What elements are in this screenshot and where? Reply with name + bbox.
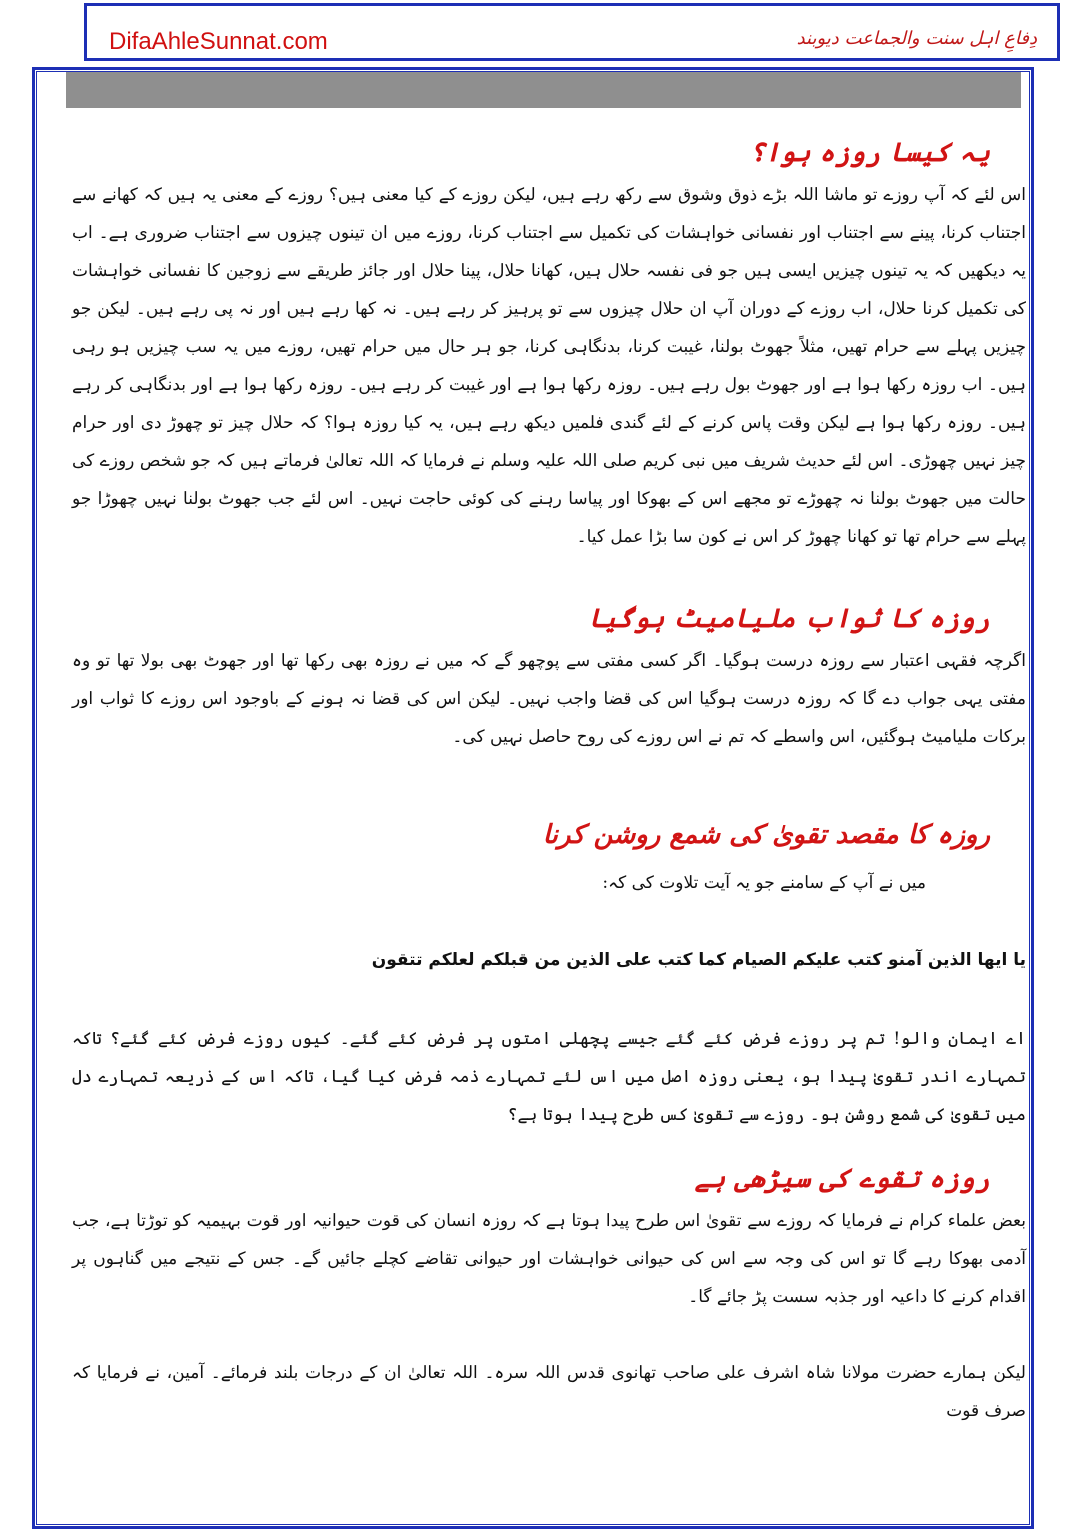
paragraph: اگرچہ فقہی اعتبار سے روزہ درست ہوگیا۔ اگر کسی مفتی سے پوچھو گے کہ میں نے روزہ بھی رکھا تھا اور جھوٹ بھی بولا تھا تو وہ مفتی یہی جواب دے گا کہ روزہ درست ہوگیا اس کی قضا واجب نہیں۔ لیکن اس کی قضا نہ ہونے کے باوجود اس روزے کا ثواب اور برکات ملیامیٹ ہوگئیں، اس واسطے کہ تم نے اس روزے کی روح حاصل نہیں کی۔ — [72, 651, 1026, 747]
section-heading: روزہ تقوے کی سیڑھی ہے — [694, 1164, 990, 1194]
paragraph: اے ایمان والو! تم پر روزے فرض کئے گئے جیسے پچھلی امتوں پر فرض کئے گئے۔ کیوں روزے فرض کئے گئے؟ تاکہ تمہارے اندر تقویٰ پیدا ہو، یعنی روزہ اصل میں اس لئے تمہارے ذمہ فرض کیا گیا، تاکہ اس کے ذریعہ تمہارے دل میں تقویٰ کی شمع روشن ہو۔ روزے سے تقویٰ کس طرح پیدا ہوتا ہے؟ — [72, 1029, 1026, 1125]
section-heading: روزہ کا ثواب ملیامیٹ ہوگیا — [588, 604, 990, 634]
paragraph: لیکن ہمارے حضرت مولانا شاہ اشرف علی صاحب تھانوی قدس اللہ سرہ۔ اللہ تعالیٰ ان کے درجات بلند فرمائے۔ آمین، نے فرمایا کہ صرف قوت — [72, 1363, 1026, 1421]
quran-verse: یا ایھا الذین آمنو کتب علیکم الصیام کما کتب علی الذین من قبلکم لعلکم تتقون — [371, 950, 1026, 970]
paragraph: بعض علماء کرام نے فرمایا کہ روزے سے تقویٰ اس طرح پیدا ہوتا ہے کہ روزہ انسان کی قوت حیوانیہ اور قوت بہیمیہ کو توڑتا ہے، جب آدمی بھوکا رہے گا تو اس کی وجہ سے اس کی حیوانی خواہشات اور حیوانی تقاضے کچلے جائیں گے۔ جس کے نتیجے میں گناہوں پر اقدام کرنے کا داعیہ اور جذبہ سست پڑ جائے گا۔ — [72, 1211, 1026, 1307]
header-box — [84, 3, 1060, 61]
site-link[interactable]: DifaAhleSunnat.com — [109, 28, 328, 55]
paragraph: اس لئے کہ آپ روزے تو ماشا اللہ بڑے ذوق وشوق سے رکھ رہے ہیں، لیکن روزے کے کیا معنی ہیں؟ روزے کے معنی یہ ہیں کہ کھانے سے اجتناب کرنا، پینے سے اجتناب اور نفسانی خواہشات کی تکمیل سے اجتناب کرنا، روزے میں ان تینوں چیزوں سے اجتناب ضروری ہے۔ اب یہ دیکھیں کہ یہ تینوں چیزیں ایسی ہیں جو فی نفسہ حلال ہیں، کھانا حلال، پینا حلال اور جائز طریقے سے زوجین کا نفسانی خواہشات کی تکمیل کرنا حلال، اب روزے کے دوران آپ ان حلال چیزوں سے تو پرہیز کر رہے ہیں۔ نہ کھا رہے ہیں اور نہ پی رہے ہیں۔ لیکن جو چیزیں پہلے سے حرام تھیں، مثلاً جھوٹ بولنا، غیبت کرنا، بدنگاہی کرنا، جو ہر حال میں حرام تھیں، روزے میں یہ سب چیزیں ہو رہی ہیں۔ اب روزہ رکھا ہوا ہے اور جھوٹ بول رہے ہیں۔ روزہ رکھا ہوا ہے اور غیبت کر رہے ہیں۔ روزہ رکھا ہوا ہے اور بدنگاہی کر رہے ہیں۔ روزہ رکھا ہوا ہے لیکن وقت پاس کرنے کے لئے گندی فلمیں دیکھ رہے ہیں، یہ کیا روزہ ہوا؟ کہ حلال چیز تو چھوڑ دی اور حرام چیز نہیں چھوڑی۔ اس لئے حدیث شریف میں نبی کریم صلی اللہ علیہ وسلم نے فرمایا کہ اللہ تعالیٰ فرماتے ہیں کہ جو شخص روزے کی حالت میں جھوٹ بولنا نہ چھوڑے تو مجھے اس کے بھوکا اور پیاسا رہنے کی کوئی حاجت نہیں۔ اس لئے جب جھوٹ بولنا نہیں چھوڑا جو پہلے سے حرام تھا تو کھانا چھوڑ کر اس نے کون سا بڑا عمل کیا۔ — [72, 185, 1026, 547]
site-title: دِفاعِ اہل سنت والجماعت دیوبند — [796, 28, 1037, 49]
article-body — [68, 128, 1030, 1430]
section-heading: روزہ کا مقصد تقویٰ کی شمع روشن کرنا — [542, 820, 990, 850]
section-heading: یہ کیسا روزہ ہوا؟ — [749, 138, 990, 168]
header-bar — [66, 72, 1021, 108]
paragraph-intro: میں نے آپ کے سامنے جو یہ آیت تلاوت کی کہ: — [602, 873, 926, 893]
